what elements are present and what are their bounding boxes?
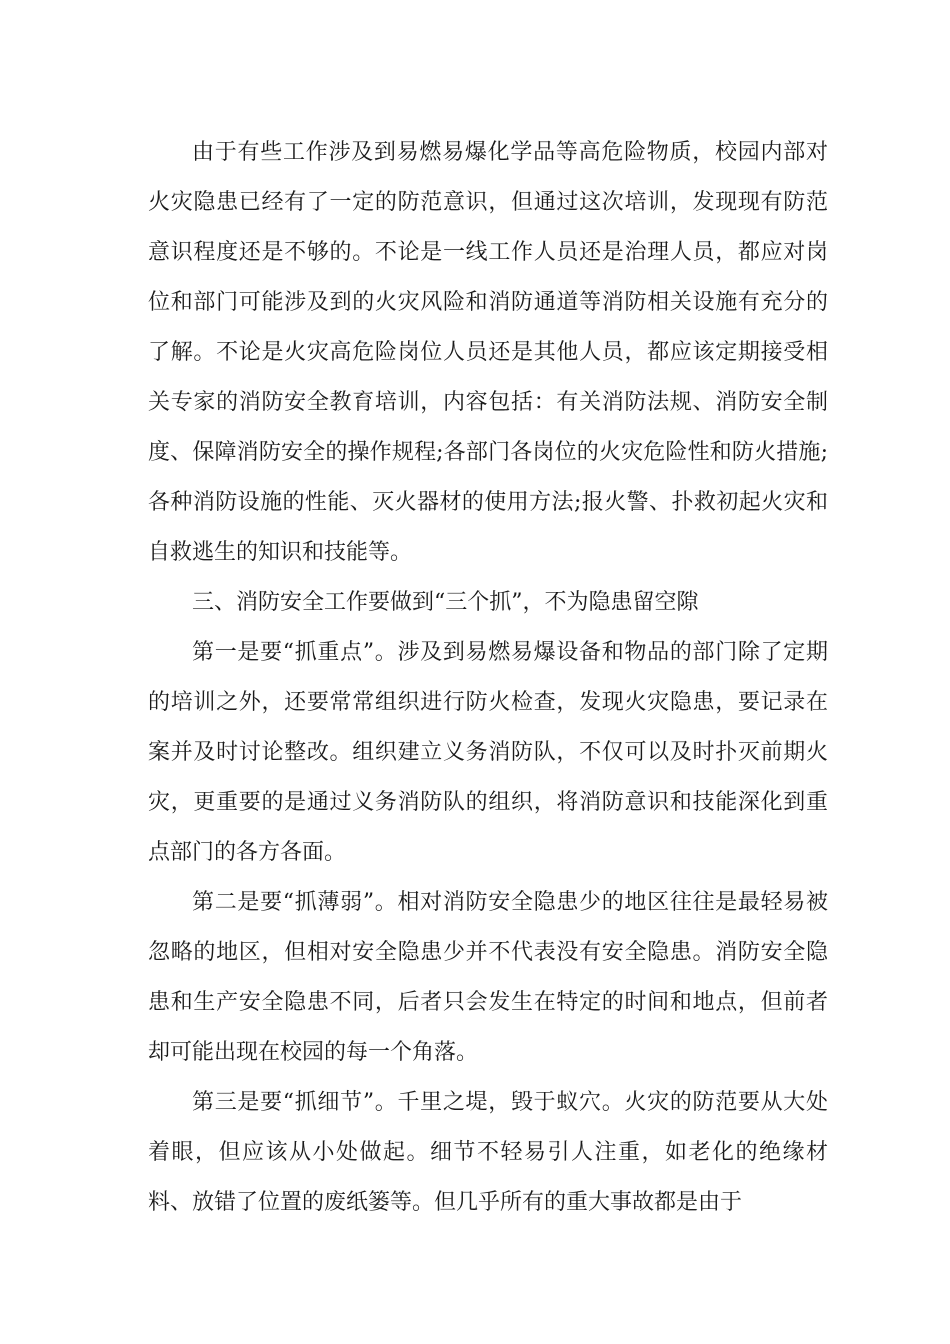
section-heading-three-grasps: 三、消防安全工作要做到“三个抓”，不为隐患留空隙 <box>192 590 699 615</box>
paragraph-grasp-weak-points: 第二是要“抓薄弱”。相对消防安全隐患少的地区往往是最轻易被忽略的地区，但相对安全隐患少并不代表没有安全隐患。消防安全隐患和生产安全隐患不同，后者只会发生在特定的时间和地点，但前者却可能出现在校园的每一个角落。 <box>148 890 828 1065</box>
paragraph-grasp-key-points: 第一是要“抓重点”。涉及到易燃易爆设备和物品的部门除了定期的培训之外，还要常常组织进行防火检查，发现火灾隐患，要记录在案并及时讨论整改。组织建立义务消防队，不仅可以及时扑灭前期火灾，更重要的是通过义务消防队的组织，将消防意识和技能深化到重点部门的各方各面。 <box>148 640 828 865</box>
paragraph-fire-awareness: 由于有些工作涉及到易燃易爆化学品等高危险物质，校园内部对火灾隐患已经有了一定的防范意识，但通过这次培训，发现现有防范意识程度还是不够的。不论是一线工作人员还是治理人员，都应对岗位和部门可能涉及到的火灾风险和消防通道等消防相关设施有充分的了解。不论是火灾高危险岗位人员还是其他人员，都应该定期接受相关专家的消防安全教育培训，内容包括：有关消防法规、消防安全制度、保障消防安全的操作规程;各部门各岗位的火灾危险性和防火措施;各种消防设施的性能、灭火器材的使用方法;报火警、扑救初起火灾和自救逃生的知识和技能等。 <box>148 140 828 565</box>
document-body <box>148 128 828 1228</box>
paragraph-grasp-details: 第三是要“抓细节”。千里之堤，毁于蚁穴。火灾的防范要从大处着眼，但应该从小处做起。细节不轻易引人注重，如老化的绝缘材料、放错了位置的废纸篓等。但几乎所有的重大事故都是由于 <box>148 1090 828 1215</box>
